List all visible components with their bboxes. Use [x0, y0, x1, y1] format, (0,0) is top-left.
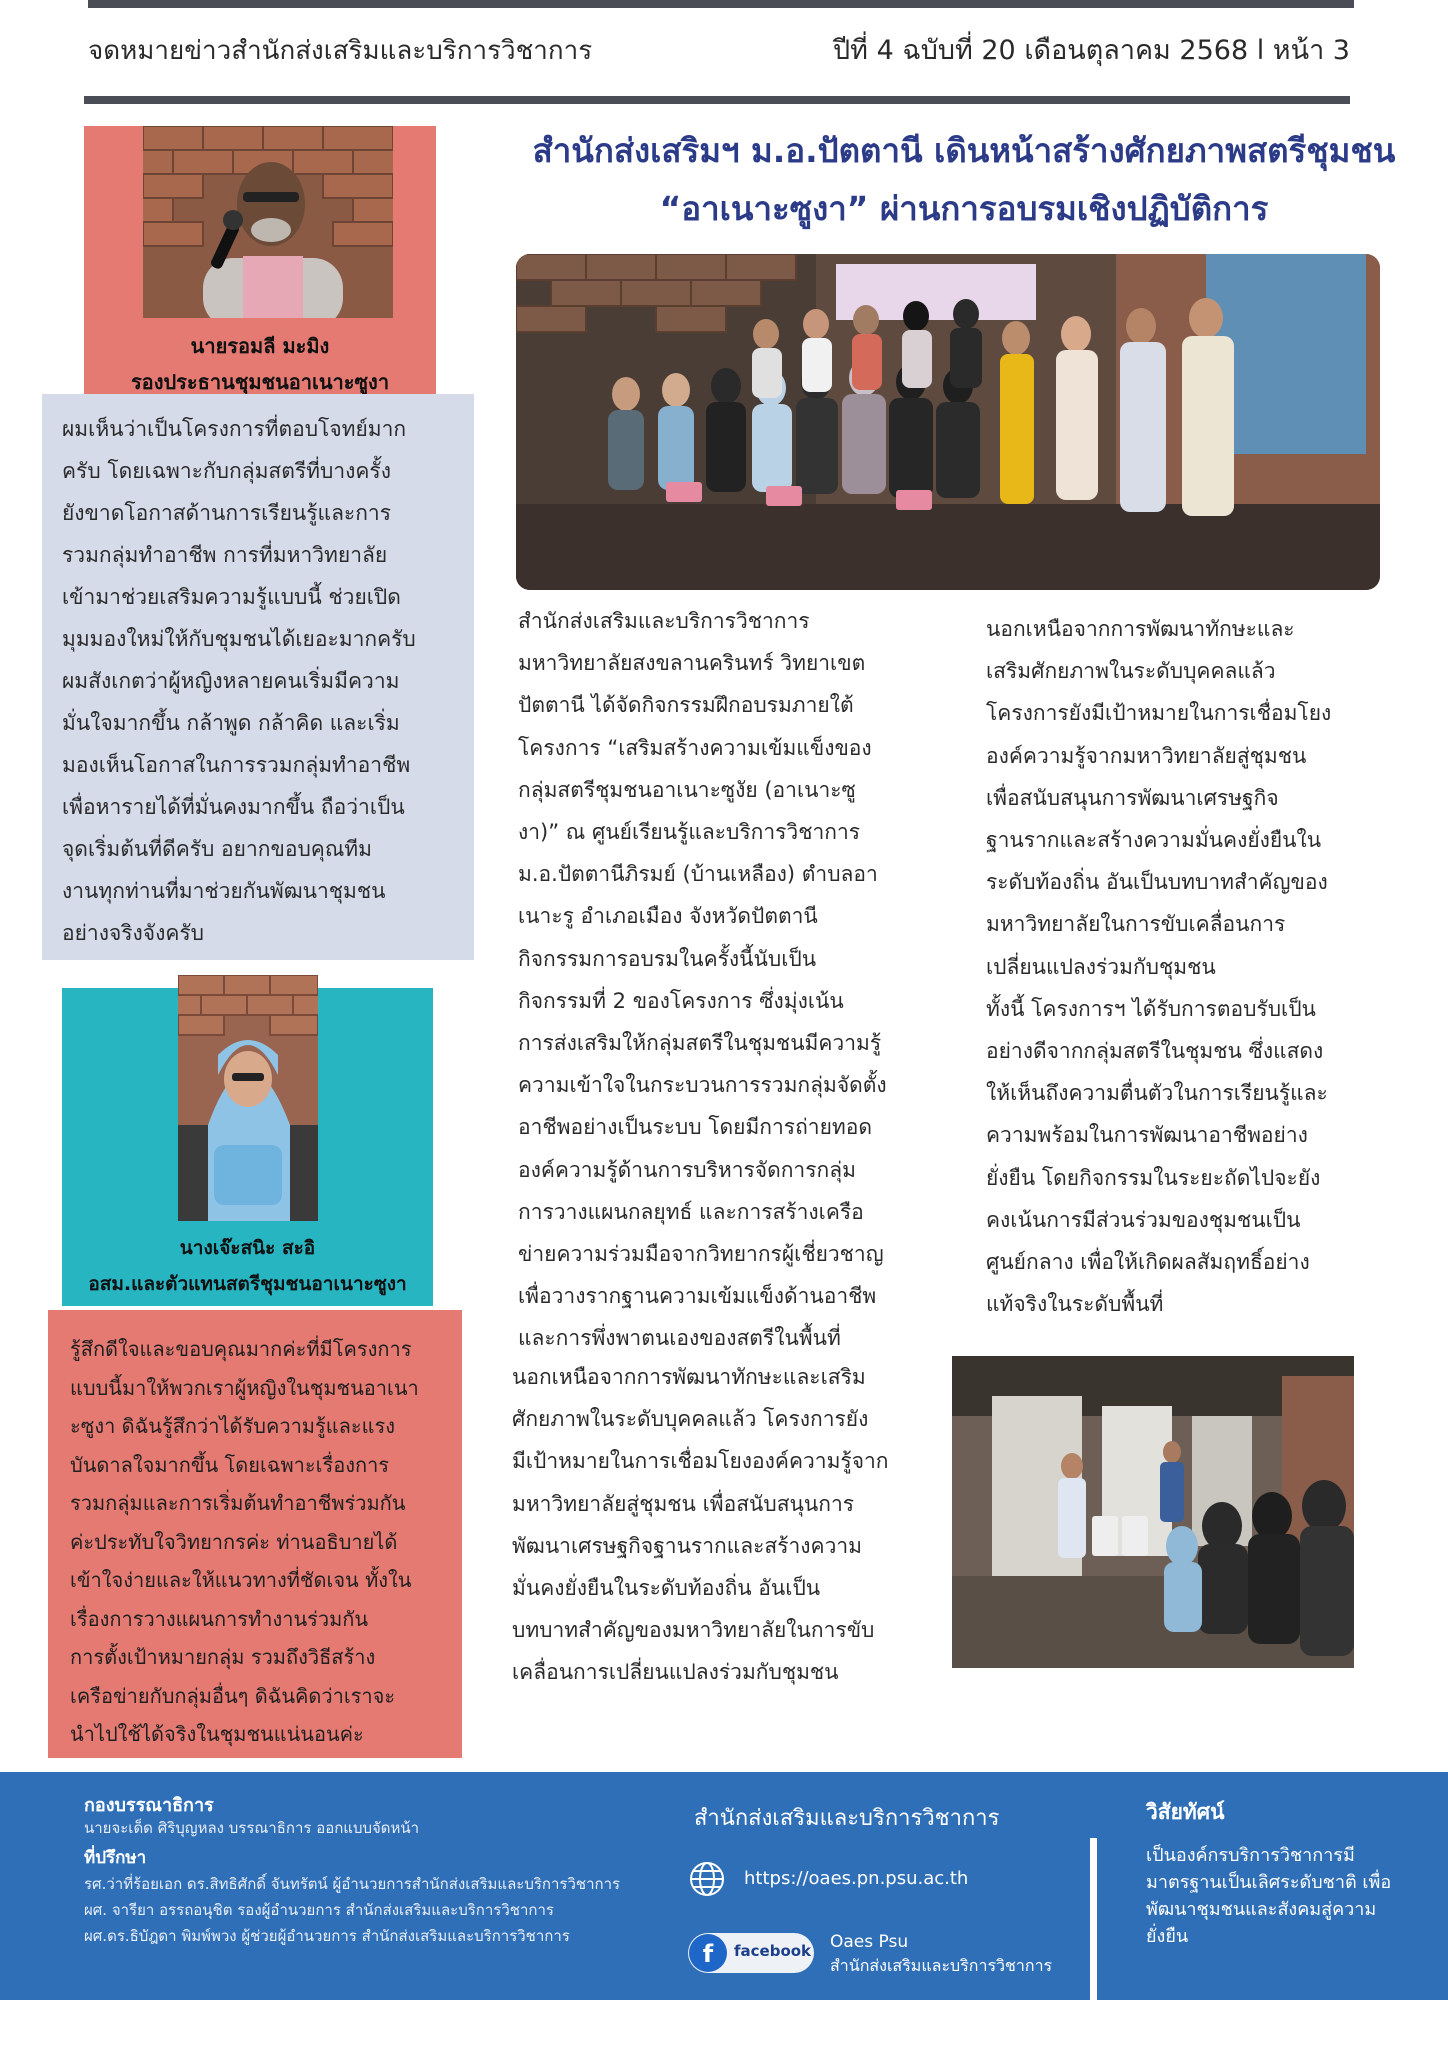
article-column-1 [518, 600, 950, 1360]
article-line: องค์ความรู้จากมหาวิทยาลัยสู่ชุมชน [986, 743, 1307, 768]
article-line: การวางแผนกลยุทธ์ และการสร้างเครือ [518, 1199, 864, 1224]
article-line: เพื่อวางรากฐานความเข้มแข็งด้านอาชีพ [518, 1284, 877, 1309]
headline-line-2: “อาเนาะซูงา” ผ่านการอบรมเชิงปฏิบัติการ [659, 189, 1269, 228]
article-line: ข่ายความร่วมมือจากวิทยากรผู้เชี่ยวชาญ [518, 1242, 884, 1267]
article-line: โครงการ “เสริมสร้างความเข้มแข็งของ [518, 735, 872, 760]
article-line: มั่นคงยั่งยืนในระดับท้องถิ่น อันเป็น [512, 1576, 821, 1601]
footer-divider [1090, 1838, 1097, 2000]
facebook-icon: f [689, 1934, 727, 1972]
article-line: นอกเหนือจากการพัฒนาทักษะและ [986, 617, 1295, 641]
speaker1-quote-line: ครับ โดยเฉพาะกับกลุ่มสตรีที่บางครั้ง [62, 459, 391, 483]
article-line: สำนักส่งเสริมและบริการวิชาการ [518, 609, 810, 633]
top-rule [88, 0, 1354, 8]
article-line: แท้จริงในระดับพื้นที่ [986, 1292, 1164, 1317]
article-line: เปลี่ยนแปลงร่วมกับชุมชน [986, 954, 1216, 979]
article-line: เนาะรู อำเภอเมือง จังหวัดปัตตานี [518, 904, 818, 929]
article-line: มหาวิทยาลัยสู่ชุมชน เพื่อสนับสนุนการ [512, 1491, 855, 1516]
editorial-title: กองบรรณาธิการ [84, 1795, 214, 1816]
article-line: งา)” ณ ศูนย์เรียนรู้และบริการวิชาการ [518, 820, 861, 845]
speaker2-quote-line: เรื่องการวางแผนการทำงานร่วมกัน [70, 1606, 369, 1631]
group-photo [516, 254, 1380, 590]
speaker1-quote-line: มั่นใจมากขึ้น กล้าพูด กล้าคิด และเริ่ม [62, 711, 400, 735]
speaker2-quote-line: รวมกลุ่มและการเริ่มต้นทำอาชีพร่วมกัน [70, 1491, 406, 1515]
speaker2-quote-line: รู้สึกดีใจและขอบคุณมากค่ะที่มีโครงการ [70, 1337, 412, 1361]
advisor-line-3: ผศ.ดร.ธิบัฎดา พิมพ์พวง ผู้ช่วยผู้อำนวยการ สำนักส่งเสริมและบริการวิชาการ [84, 1927, 570, 1945]
speaker1-quote-box [42, 394, 474, 960]
article-line: และการพึ่งพาตนเองของสตรีในพื้นที่ [518, 1326, 841, 1351]
facebook-label: facebook [734, 1942, 812, 1960]
speaker2-quote-line: แบบนี้มาให้พวกเราผู้หญิงในชุมชนอาเนา [70, 1375, 419, 1400]
article-line: ฐานรากและสร้างความมั่นคงยั่งยืนใน [986, 828, 1322, 853]
facebook-page-subtitle: สำนักส่งเสริมและบริการวิชาการ [830, 1956, 1053, 1975]
article-line: ปัตตานี ได้จัดกิจกรรมฝึกอบรมภายใต้ [518, 693, 854, 718]
article-line: การส่งเสริมให้กลุ่มสตรีในชุมชนมีความรู้ [518, 1031, 882, 1056]
article-line: องค์ความรู้ด้านการบริหารจัดการกลุ่ม [518, 1157, 856, 1182]
speaker1-quote-line: ผมเห็นว่าเป็นโครงการที่ตอบโจทย์มาก [62, 417, 407, 441]
article-line: เสริมศักยภาพในระดับบุคคลแล้ว [986, 659, 1276, 684]
speaker2-quote-line: ะซูงา ดิฉันรู้สึกว่าได้รับความรู้และแรง [70, 1414, 396, 1438]
article-line: บทบาทสำคัญของมหาวิทยาลัยในการขับ [512, 1618, 875, 1643]
speaker1-quote-line: ยังขาดโอกาสด้านการเรียนรู้และการ [62, 501, 391, 525]
article-line: ทั้งนี้ โครงการฯ ได้รับการตอบรับเป็น [986, 996, 1316, 1021]
speaker1-caption [84, 328, 436, 400]
office-name: สำนักส่งเสริมและบริการวิชาการ [694, 1806, 1000, 1831]
article-line: มหาวิทยาลัยในการขับเคลื่อนการ [986, 912, 1286, 937]
article-column-3 [512, 1356, 942, 1694]
editorial-line: นายจะเด็ด ศิริบุญหลง บรรณาธิการ ออกแบบจัดหน้า [84, 1819, 420, 1837]
vision-title: วิสัยทัศน์ [1146, 1800, 1225, 1824]
speaker1-quote-line: เข้ามาช่วยเสริมความรู้แบบนี้ ช่วยเปิด [62, 585, 401, 609]
article-line: โครงการยังมีเป้าหมายในการเชื่อมโยง [986, 701, 1332, 726]
article-line: อย่างดีจากกลุ่มสตรีในชุมชน ซึ่งแสดง [986, 1039, 1324, 1064]
speaker1-title: รองประธานชุมชนอาเนาะซูงา [130, 370, 390, 394]
article-line: กิจกรรมที่ 2 ของโครงการ ซึ่งมุ่งเน้น [518, 988, 844, 1013]
article-line: อาชีพอย่างเป็นระบบ โดยมีการถ่ายทอด [518, 1115, 872, 1140]
speaker1-quote-line: อย่างจริงจังครับ [62, 921, 205, 945]
article-line: ศูนย์กลาง เพื่อให้เกิดผลสัมฤทธิ์อย่าง [986, 1250, 1310, 1275]
article-column-2 [986, 608, 1386, 1325]
speaker2-quote-box [48, 1310, 462, 1758]
article-line: คงเน้นการมีส่วนร่วมของชุมชนเป็น [986, 1207, 1301, 1232]
article-line: กิจกรรมการอบรมในครั้งนี้นับเป็น [518, 946, 817, 971]
issue-info: ปีที่ 4 ฉบับที่ 20 เดือนตุลาคม 2568 l หน้า 3 [833, 35, 1350, 66]
speaker1-quote-line: ผมสังเกตว่าผู้หญิงหลายคนเริ่มมีความ [62, 669, 400, 693]
website-link[interactable]: https://oaes.pn.psu.ac.th [744, 1868, 969, 1889]
article-line: เพื่อสนับสนุนการพัฒนาเศรษฐกิจ [986, 785, 1279, 810]
article-line: ระดับท้องถิ่น อันเป็นบทบาทสำคัญของ [986, 870, 1328, 895]
article-line: มหาวิทยาลัยสงขลานครินทร์ วิทยาเขต [518, 651, 866, 676]
speaker1-quote-line: งานทุกท่านที่มาช่วยกันพัฒนาชุมชน [62, 879, 386, 903]
article-line: ความพร้อมในการพัฒนาอาชีพอย่าง [986, 1123, 1308, 1148]
speaker1-quote-line: จุดเริ่มต้นที่ดีครับ อยากขอบคุณทีม [62, 837, 372, 861]
speaker2-quote-line: เข้าใจง่ายและให้แนวทางที่ชัดเจน ทั้งใน [70, 1568, 412, 1592]
speaker1-photo [143, 126, 393, 318]
speaker1-quote-line: เพื่อหารายได้ที่มั่นคงมากขึ้น ถือว่าเป็น [62, 795, 405, 819]
speaker2-quote-line: ค่ะประทับใจวิทยากรค่ะ ท่านอธิบายได้ [70, 1529, 398, 1554]
headline-line-1: สำนักส่งเสริมฯ ม.อ.ปัตตานี เดินหน้าสร้างศักยภาพสตรีชุมชน [532, 131, 1396, 170]
article-line: มีเป้าหมายในการเชื่อมโยงองค์ความรู้จาก [512, 1449, 889, 1474]
article-headline [480, 122, 1448, 238]
vision-text: เป็นองค์กรบริการวิชาการมีมาตรฐานเป็นเลิศระดับชาติ เพื่อพัฒนาชุมชนและสังคมสู่ความยั่งยืน [1146, 1845, 1392, 1947]
advisor-title: ที่ปรึกษา [84, 1848, 147, 1868]
speaker1-name: นายรอมลี มะมิง [190, 334, 330, 358]
newsletter-name: จดหมายข่าวสำนักส่งเสริมและบริการวิชาการ [88, 36, 593, 66]
article-line: ความเข้าใจในกระบวนการรวมกลุ่มจัดตั้ง [518, 1073, 887, 1098]
header-rule [84, 96, 1350, 104]
advisor-line-1: รศ.ว่าที่ร้อยเอก ดร.สิทธิศักดิ์ จันทรัตน์ ผู้อำนวยการสำนักส่งเสริมและบริการวิชาการ [84, 1875, 621, 1893]
speaker2-quote-line: เครือข่ายกับกลุ่มอื่นๆ ดิฉันคิดว่าเราจะ [70, 1683, 396, 1708]
article-line: ยั่งยืน โดยกิจกรรมในระยะถัดไปจะยัง [986, 1165, 1321, 1190]
speaker2-quote-line: บันดาลใจมากขึ้น โดยเฉพาะเรื่องการ [70, 1452, 390, 1477]
advisor-line-2: ผศ. จารียา อรรถอนุชิต รองผู้อำนวยการ สำนักส่งเสริมและบริการวิชาการ [84, 1901, 554, 1919]
article-line: ศักยภาพในระดับบุคคลแล้ว โครงการยัง [512, 1407, 869, 1432]
article-line: นอกเหนือจากการพัฒนาทักษะและเสริม [512, 1365, 866, 1389]
globe-icon [688, 1860, 726, 1898]
article-line: ม.อ.ปัตตานีภิรมย์ (บ้านเหลือง) ตำบลอา [518, 862, 878, 887]
speaker1-quote-line: รวมกลุ่มทำอาชีพ การที่มหาวิทยาลัย [62, 543, 388, 567]
speaker2-caption [62, 1230, 433, 1302]
article-line: กลุ่มสตรีชุมชนอาเนาะซูงัย (อาเนาะซู [518, 777, 856, 802]
article-line: ให้เห็นถึงความตื่นตัวในการเรียนรู้และ [986, 1081, 1328, 1106]
speaker1-quote-line: มองเห็นโอกาสในการรวมกลุ่มทำอาชีพ [62, 753, 411, 777]
speaker2-quote-line: การตั้งเป้าหมายกลุ่ม รวมถึงวิธีสร้าง [70, 1645, 376, 1669]
article-line: พัฒนาเศรษฐกิจฐานรากและสร้างความ [512, 1533, 863, 1558]
speaker2-name: นางเจ๊ะสนิะ สะอิ [179, 1237, 316, 1259]
article-line: เคลื่อนการเปลี่ยนแปลงร่วมกับชุมชน [512, 1660, 839, 1685]
speaker2-quote-line: นำไปใช้ได้จริงในชุมชนแน่นอนค่ะ [70, 1722, 364, 1746]
workshop-photo [952, 1356, 1354, 1668]
speaker1-quote-line: มุมมองใหม่ให้กับชุมชนได้เยอะมากครับ [62, 627, 416, 651]
speaker2-title: อสม.และตัวแทนสตรีชุมชนอาเนาะซูงา [88, 1273, 407, 1295]
speaker2-photo [178, 975, 318, 1221]
facebook-page-name[interactable]: Oaes Psu [830, 1932, 909, 1952]
